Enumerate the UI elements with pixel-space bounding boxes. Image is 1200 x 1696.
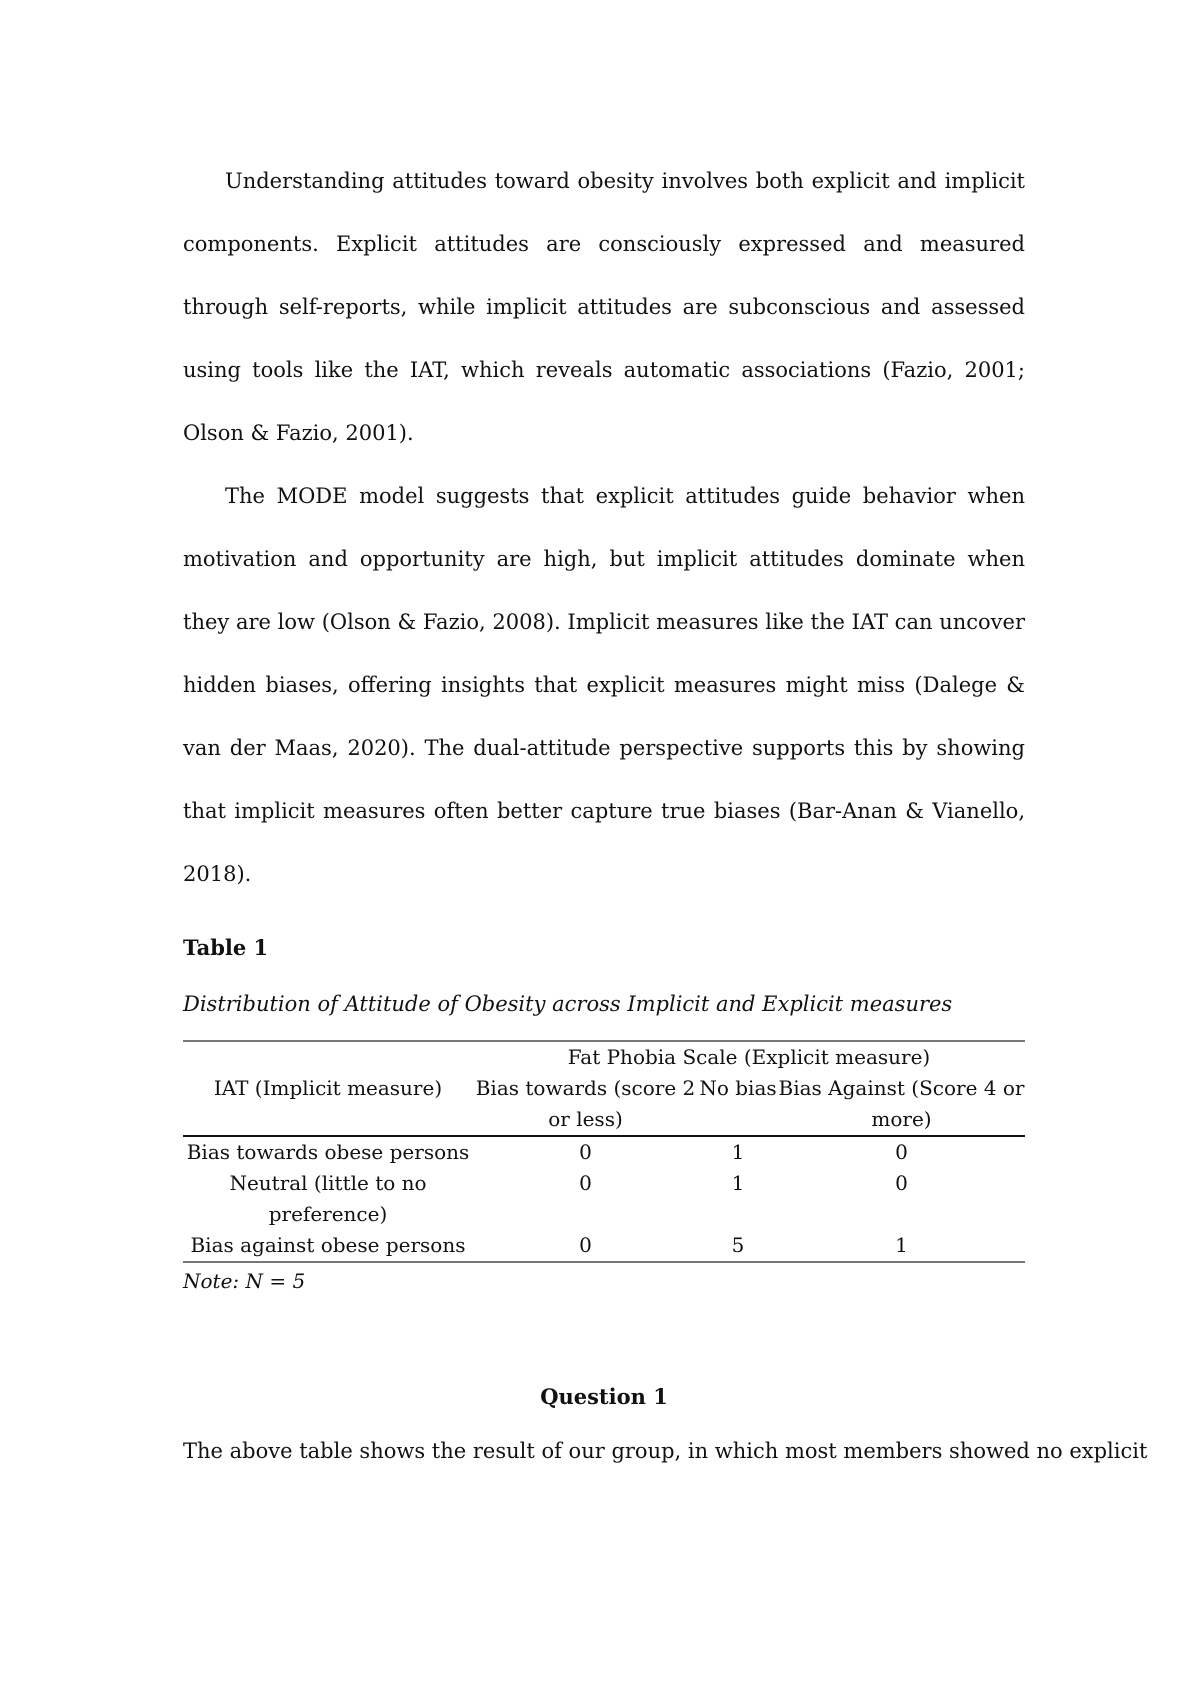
table-cell: 0	[895, 1171, 908, 1195]
table-row-label: Bias against obese persons	[183, 1230, 473, 1262]
table-row-label: Neutral (little to no preference)	[229, 1171, 427, 1226]
results-table	[183, 1040, 1025, 1263]
question-paragraph: The above table shows the result of our group, in which most members showed no explicit	[183, 1439, 1148, 1463]
table-spanner-header: Fat Phobia Scale (Explicit measure)	[473, 1041, 1025, 1073]
table-cell: 1	[778, 1230, 1025, 1262]
body-paragraph-2: The MODE model suggests that explicit attitudes guide behavior when motivation and opportunity are high, but implicit attitudes dominate when they are low (Olson & Fazio, 2008). Implicit measures like the IAT can uncover hidden biases, offering insights that explicit measures might miss (Dalege & van der Maas, 2020). The dual-attitude perspective supports this by showing that implicit measures often better capture true biases (Bar-Anan & Vianello, 2018).	[183, 484, 1025, 886]
table-header-cell: No bias	[698, 1073, 778, 1136]
table-header-row	[183, 1073, 1025, 1136]
document-page	[183, 150, 1148, 1471]
table-row	[183, 1136, 1025, 1168]
table-cell: 5	[698, 1230, 778, 1262]
table-cell: 0	[579, 1140, 592, 1164]
table-header-cell: IAT (Implicit measure)	[183, 1073, 473, 1136]
body-paragraph-1: Understanding attitudes toward obesity involves both explicit and implicit components. Explicit attitudes are consciously expressed and measured through self-reports, while implicit attitudes are subconscious and assessed using tools like the IAT, which reveals automatic associations (Fazio, 2001; Olson & Fazio, 2001).	[183, 169, 1025, 445]
table-spanner-empty	[183, 1041, 473, 1073]
table-cell: 1	[731, 1171, 745, 1195]
table-cell: 0	[895, 1140, 908, 1164]
table-cell: 1	[731, 1140, 745, 1164]
question-heading: Question 1	[540, 1384, 668, 1409]
table-row-label: Bias towards obese persons	[186, 1140, 470, 1164]
table-cell: 0	[579, 1171, 592, 1195]
table-header-cell: Bias towards (score 2 or less)	[473, 1073, 698, 1136]
table-label: Table 1	[183, 935, 269, 960]
table-row	[183, 1168, 1025, 1230]
table-note: Note: N = 5	[183, 1269, 306, 1293]
table-spanner-row	[183, 1041, 1025, 1073]
table-caption: Distribution of Attitude of Obesity across Implicit and Explicit measures	[183, 992, 953, 1016]
table-cell: 0	[473, 1230, 698, 1262]
table-row	[183, 1230, 1025, 1262]
table-header-cell: Bias Against (Score 4 or more)	[778, 1073, 1025, 1136]
